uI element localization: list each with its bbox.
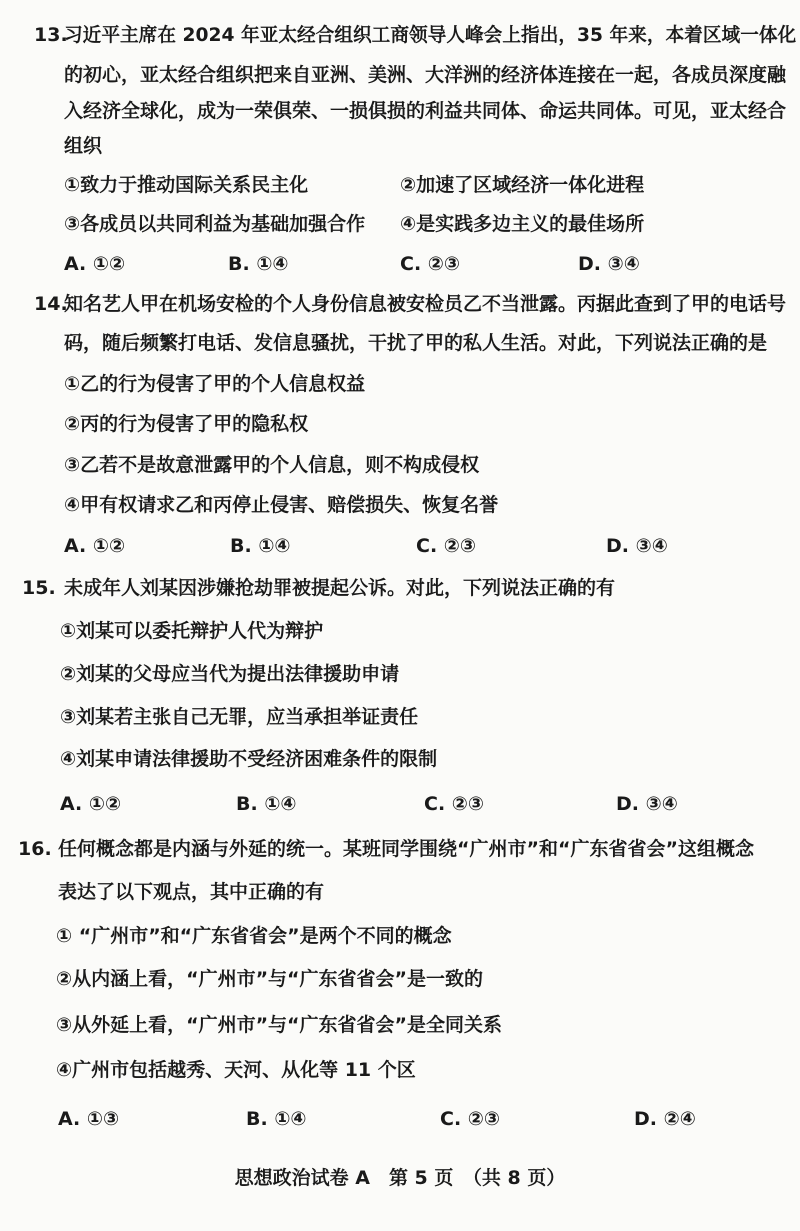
statement: ①刘某可以委托辩护人代为辩护	[60, 620, 324, 642]
question-stem-line: 表达了以下观点，其中正确的有	[58, 881, 325, 903]
question-stem-line: 习近平主席在 2024 年亚太经合组织工商领导人峰会上指出，35 年来，本着区域一体化	[64, 24, 797, 46]
statement: ③刘某若主张自己无罪，应当承担举证责任	[60, 706, 419, 728]
statement: ③从外延上看，“广州市”与“广东省省会”是全同关系	[56, 1014, 503, 1036]
answer-option-a: A. ①③	[58, 1108, 120, 1130]
question-stem-line: 任何概念都是内涵与外延的统一。某班同学围绕“广州市”和“广东省省会”这组概念	[58, 838, 754, 860]
answer-option-d: D. ②④	[634, 1108, 696, 1130]
statement: ④广州市包括越秀、天河、从化等 11 个区	[56, 1059, 416, 1081]
answer-option-a: A. ①②	[64, 253, 126, 275]
question-stem-line: 入经济全球化，成为一荣俱荣、一损俱损的利益共同体、命运共同体。可见，亚太经合	[64, 100, 787, 122]
statement: ④是实践多边主义的最佳场所	[400, 213, 645, 235]
page-footer: 思想政治试卷 A 第 5 页 （共 8 页）	[234, 1167, 566, 1189]
answer-option-c: C. ②③	[424, 793, 484, 815]
question-stem-line: 的初心，亚太经合组织把来自亚洲、美洲、大洋洲的经济体连接在一起，各成员深度融	[64, 64, 787, 86]
answer-option-b: B. ①④	[230, 535, 291, 557]
question-number: 16.	[18, 838, 52, 860]
statement: ④刘某申请法律援助不受经济困难条件的限制	[60, 748, 438, 770]
answer-option-d: D. ③④	[606, 535, 668, 557]
statement: ③乙若不是故意泄露甲的个人信息，则不构成侵权	[64, 454, 480, 476]
statement: ④甲有权请求乙和丙停止侵害、赔偿损失、恢复名誉	[64, 494, 499, 516]
answer-option-b: B. ①④	[246, 1108, 307, 1130]
question-stem-line: 码，随后频繁打电话、发信息骚扰，干扰了甲的私人生活。对此，下列说法正确的是	[64, 332, 768, 354]
question-number: 13.	[34, 24, 68, 46]
statement: ①乙的行为侵害了甲的个人信息权益	[64, 373, 366, 395]
answer-option-d: D. ③④	[578, 253, 640, 275]
statement: ②从内涵上看，“广州市”与“广东省省会”是一致的	[56, 968, 484, 990]
answer-option-c: C. ②③	[440, 1108, 500, 1130]
statement: ②刘某的父母应当代为提出法律援助申请	[60, 663, 400, 685]
answer-option-c: C. ②③	[416, 535, 476, 557]
question-stem-line: 未成年人刘某因涉嫌抢劫罪被提起公诉。对此，下列说法正确的有	[64, 577, 616, 599]
question-number: 14.	[34, 293, 68, 315]
statement: ①致力于推动国际关系民主化	[64, 174, 309, 196]
statement: ②丙的行为侵害了甲的隐私权	[64, 413, 309, 435]
question-stem-line: 组织	[64, 135, 103, 157]
answer-option-c: C. ②③	[400, 253, 460, 275]
statement: ③各成员以共同利益为基础加强合作	[64, 213, 366, 235]
statement: ②加速了区域经济一体化进程	[400, 174, 645, 196]
answer-option-d: D. ③④	[616, 793, 678, 815]
answer-option-a: A. ①②	[60, 793, 122, 815]
answer-option-b: B. ①④	[236, 793, 297, 815]
answer-option-b: B. ①④	[228, 253, 289, 275]
question-stem-line: 知名艺人甲在机场安检的个人身份信息被安检员乙不当泄露。丙据此查到了甲的电话号	[64, 293, 787, 315]
answer-option-a: A. ①②	[64, 535, 126, 557]
statement: ① “广州市”和“广东省省会”是两个不同的概念	[56, 925, 452, 947]
question-number: 15.	[22, 577, 56, 599]
